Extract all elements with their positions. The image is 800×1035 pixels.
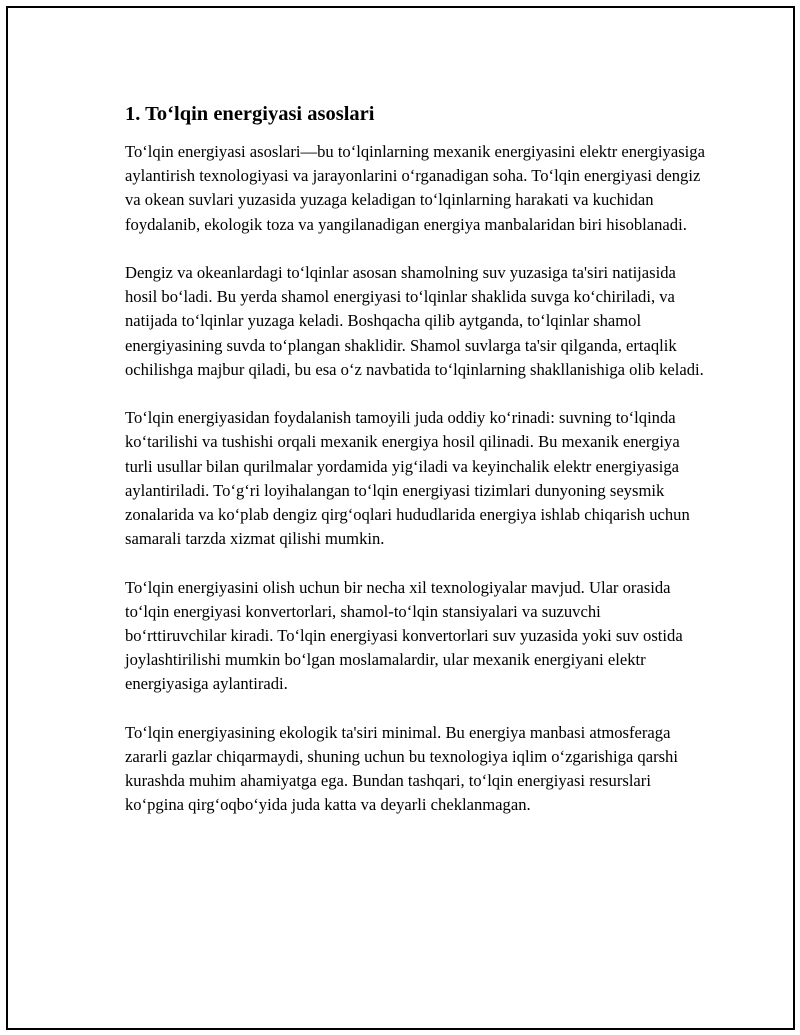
paragraph-1: To‘lqin energiyasi asoslari—bu to‘lqinlarning mexanik energiyasini elektr energiyasiga aylantirish texnologiyasi va jarayonlarini o‘rganadigan soha. To‘lqin energiyasi dengiz va okean suvlari yuzasida yuzaga keladigan to‘lqinlarning harakati va kuchidan foydalanib, ekologik toza va yangilanadigan energiya manbalaridan biri hisoblanadi.	[125, 142, 705, 234]
paragraph-4: To‘lqin energiyasini olish uchun bir necha xil texnologiyalar mavjud. Ular orasida to‘lqin energiyasi konvertorlari, shamol-to‘lqin stansiyalari va suzuvchi bo‘rttiruvchilar kiradi. To‘lqin energiyasi konvertorlari suv yuzasida yoki suv ostida joylashtirilishi mumkin bo‘lgan moslamalardir, ular mexanik energiyani elektr energiyasiga aylantiradi.	[125, 577, 683, 694]
document-body	[125, 99, 705, 842]
section-heading: 1. To‘lqin energiyasi asoslari	[125, 103, 375, 125]
page-frame	[6, 6, 795, 1030]
paragraph-5: To‘lqin energiyasining ekologik ta'siri minimal. Bu energiya manbasi atmosferaga zararli gazlar chiqarmaydi, shuning uchun bu texnologiya iqlim o‘zgarishiga qarshi kurashda muhim ahamiyatga ega. Bundan tashqari, to‘lqin energiyasi resurslari ko‘pgina qirg‘oqbo‘yida juda katta va deyarli cheklanmagan.	[125, 722, 678, 815]
paragraph-3: To‘lqin energiyasidan foydalanish tamoyili juda oddiy ko‘rinadi: suvning to‘lqinda ko‘tarilishi va tushishi orqali mexanik energiya hosil qilinadi. Bu mexanik energiya turli usullar bilan qurilmalar yordamida yig‘iladi va keyinchalik elektr energiyasiga aylantiriladi. To‘g‘ri loyihalangan to‘lqin energiyasi tizimlari dunyoning seysmik zonalarida va ko‘plab dengiz qirg‘oqlari hududlarida energiya ishlab chiqarish uchun samarali tarzda xizmat qilishi mumkin.	[125, 408, 690, 549]
paragraph-2: Dengiz va okeanlardagi to‘lqinlar asosan shamolning suv yuzasiga ta'siri natijasida hosil bo‘ladi. Bu yerda shamol energiyasi to‘lqinlar shaklida suvga ko‘chiriladi, va natijada to‘lqinlar yuzaga keladi. Boshqacha qilib aytganda, to‘lqinlar shamol energiyasining suvda to‘plangan shaklidir. Shamol suvlarga ta'sir qilganda, ertaqlik ochilishga majbur qiladi, bu esa o‘z navbatida to‘lqinlarning shakllanishiga olib keladi.	[125, 263, 704, 379]
